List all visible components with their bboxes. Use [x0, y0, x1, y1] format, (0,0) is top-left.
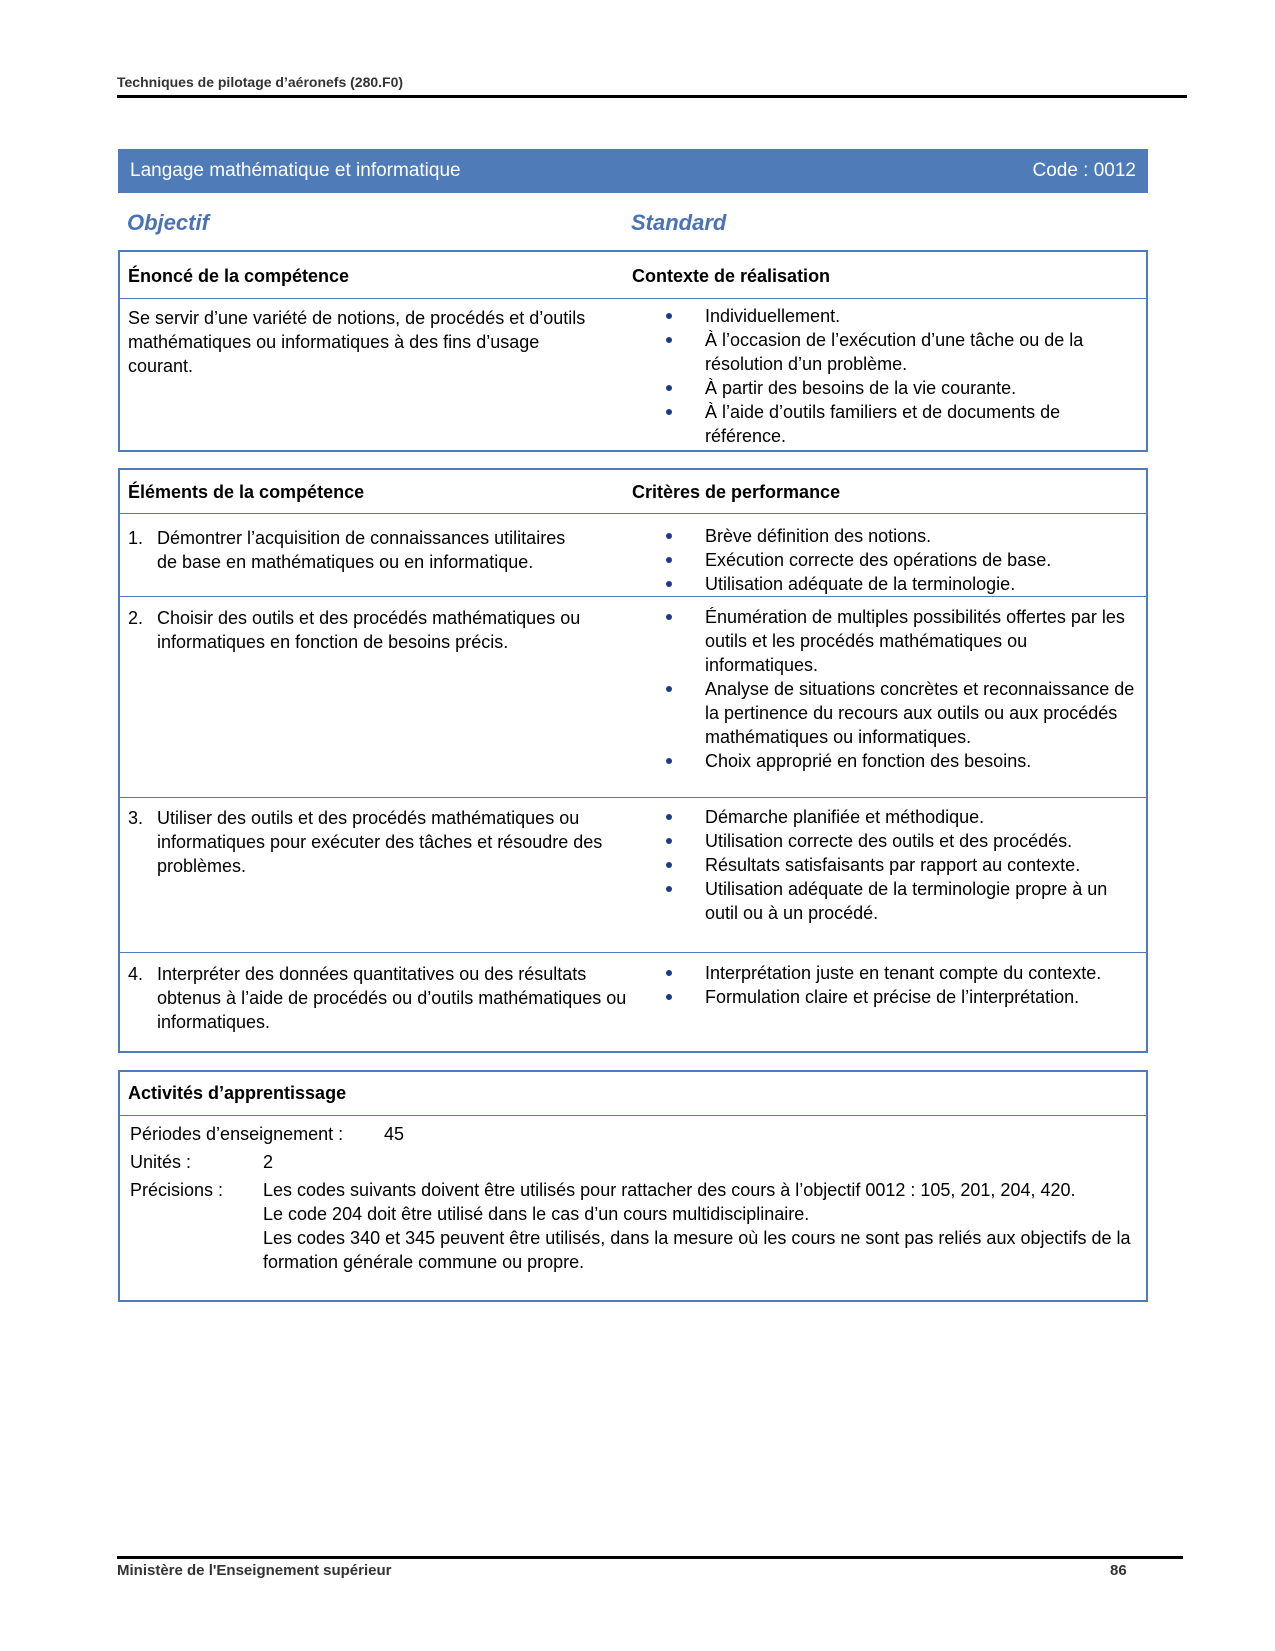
contexte-item: Individuellement. — [660, 304, 1140, 328]
element-row-1 — [120, 514, 1146, 597]
competence-row — [120, 299, 1146, 449]
contexte-heading: Contexte de réalisation — [632, 266, 831, 286]
elements-heading: Éléments de la compétence — [128, 482, 365, 502]
enonce-heading: Énoncé de la compétence — [128, 266, 350, 286]
element-row-2 — [120, 597, 1146, 798]
criteria-list — [660, 524, 1140, 596]
activites-heading: Activités d’apprentissage — [128, 1083, 347, 1103]
program-header: Techniques de pilotage d’aéronefs (280.F0) — [117, 74, 404, 90]
activites-head — [120, 1072, 1146, 1116]
objectif-label: Objectif — [127, 210, 209, 235]
element-number: 1. — [128, 528, 144, 548]
element-text: Démontrer l’acquisition de connaissances utilitaires de base en mathématiques ou en informatique. — [157, 528, 566, 572]
unites-label: Unités : — [130, 1152, 192, 1172]
header-rule — [117, 95, 1187, 98]
criteria-item: Choix approprié en fonction des besoins. — [660, 749, 1140, 773]
element-number: 2. — [128, 608, 144, 628]
criteria-item: Brève définition des notions. — [660, 524, 1140, 548]
element-row-4 — [120, 953, 1146, 1053]
criteres-heading: Critères de performance — [632, 482, 841, 502]
contexte-item: À l’aide d’outils familiers et de documents de référence. — [660, 400, 1140, 448]
footer-ministry: Ministère de l'Enseignement supérieur — [117, 1562, 392, 1579]
periodes-label: Périodes d’enseignement : — [130, 1124, 344, 1144]
contexte-item: À l’occasion de l’exécution d’une tâche ou de la résolution d’un problème. — [660, 328, 1140, 376]
contexte-list — [660, 304, 1140, 448]
element-text: Interpréter des données quantitatives ou des résultats obtenus à l’aide de procédés ou d’outils mathématiques ou informatiques. — [157, 964, 627, 1032]
element-number: 3. — [128, 808, 144, 828]
footer-rule — [117, 1556, 1183, 1559]
activites-row — [120, 1116, 1146, 1296]
elements-box — [118, 468, 1148, 1053]
precision-line: Les codes 340 et 345 peuvent être utilisés, dans la mesure où les cours ne sont pas reliés aux objectifs de la formation générale commune ou propre. — [263, 1228, 1131, 1272]
precisions-text — [263, 1178, 1133, 1274]
criteria-item: Utilisation correcte des outils et des procédés. — [660, 829, 1140, 853]
element-row-3 — [120, 798, 1146, 953]
criteria-item: Formulation claire et précise de l’interprétation. — [660, 985, 1140, 1009]
criteria-item: Utilisation adéquate de la terminologie propre à un outil ou à un procédé. — [660, 877, 1140, 925]
course-title-bar — [118, 149, 1148, 193]
page-number: 86 — [1110, 1562, 1127, 1579]
precision-line: Les codes suivants doivent être utilisés pour rattacher des cours à l’objectif 0012 : 105, 201, 204, 420. — [263, 1180, 1076, 1200]
criteria-list — [660, 961, 1140, 1009]
element-text: Utiliser des outils et des procédés mathématiques ou informatiques pour exécuter des tâches et résoudre des problèmes. — [157, 808, 603, 876]
course-code: Code : 0012 — [1032, 160, 1136, 181]
competence-head — [120, 252, 1146, 299]
element-text: Choisir des outils et des procédés mathématiques ou informatiques en fonction de besoins précis. — [157, 608, 581, 652]
criteria-item: Énumération de multiples possibilités offertes par les outils et les procédés mathématiques ou informatiques. — [660, 605, 1140, 677]
unites-value: 2 — [263, 1152, 274, 1172]
criteria-list — [660, 605, 1140, 773]
criteria-item: Exécution correcte des opérations de base. — [660, 548, 1140, 572]
criteria-item: Résultats satisfaisants par rapport au contexte. — [660, 853, 1140, 877]
standard-label: Standard — [631, 210, 727, 235]
course-title: Langage mathématique et informatique — [130, 160, 461, 181]
enonce-text: Se servir d’une variété de notions, de procédés et d’outils mathématiques ou informatiques à des fins d’usage courant. — [128, 308, 586, 376]
criteria-item: Interprétation juste en tenant compte du contexte. — [660, 961, 1140, 985]
element-number: 4. — [128, 964, 144, 984]
criteria-item: Utilisation adéquate de la terminologie. — [660, 572, 1140, 596]
periodes-value: 45 — [384, 1124, 405, 1144]
elements-head — [120, 470, 1146, 514]
criteria-item: Analyse de situations concrètes et reconnaissance de la pertinence du recours aux outils ou aux procédés mathématiques ou informatiques. — [660, 677, 1140, 749]
precision-line: Le code 204 doit être utilisé dans le cas d’un cours multidisciplinaire. — [263, 1204, 810, 1224]
competence-box — [118, 250, 1148, 452]
criteria-list — [660, 805, 1140, 925]
contexte-item: À partir des besoins de la vie courante. — [660, 376, 1140, 400]
activites-box — [118, 1070, 1148, 1302]
criteria-item: Démarche planifiée et méthodique. — [660, 805, 1140, 829]
precisions-label: Précisions : — [130, 1180, 224, 1200]
